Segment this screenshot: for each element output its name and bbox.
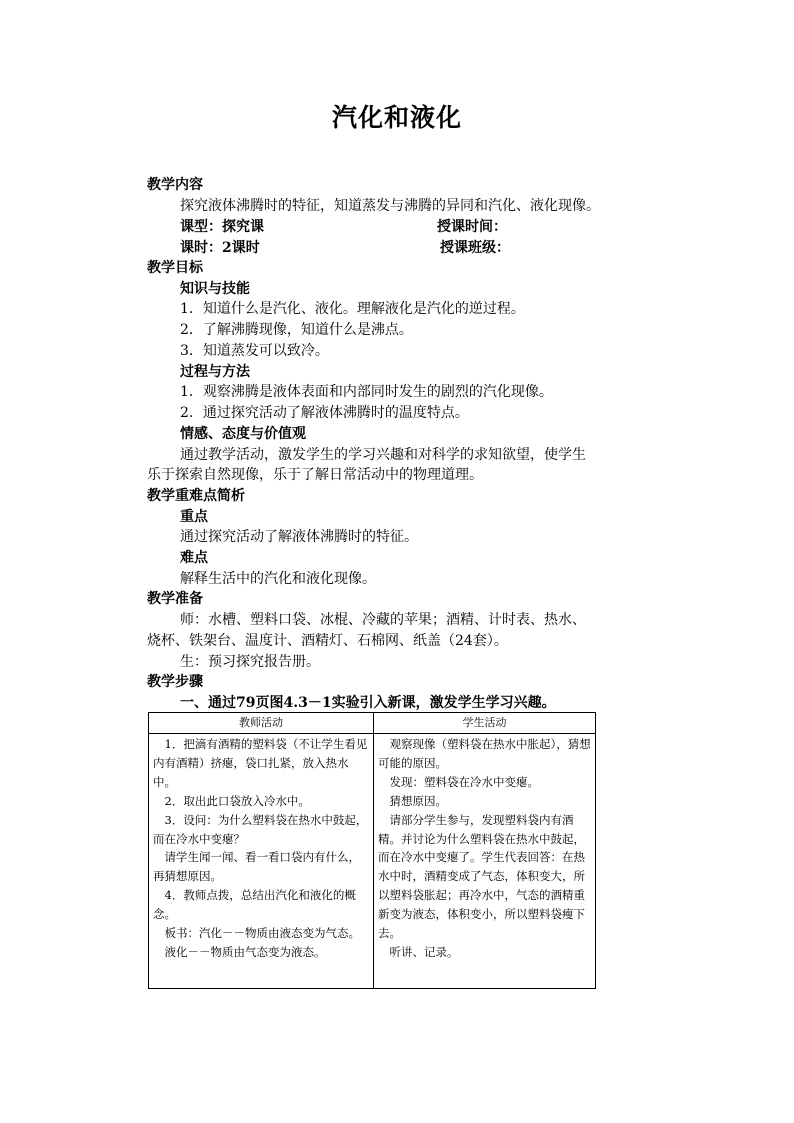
teacher-activity-cell: [153, 735, 369, 962]
lesson-class: 授课班级：: [440, 240, 510, 256]
heading-steps: 教学步骤: [147, 674, 203, 690]
content-text: 探究液体沸腾时的特征，知道蒸发与沸腾的异同和汽化、液化现像。: [180, 198, 600, 214]
knowledge-heading: 知识与技能: [180, 281, 250, 297]
teacher-activity: 板书：汽化－－物质由液态变为气态。: [164, 926, 360, 941]
step-1: 一、通过79页图4.3－1实验引入新课，激发学生学习兴趣。: [180, 695, 556, 711]
teacher-activity: 3．设问：为什么塑料袋在热水中鼓起，而在冷水中变瘪？: [153, 812, 368, 846]
teacher-prep: 师：水槽、塑料口袋、冰棍、冷藏的苹果；酒精、计时表、热水、: [180, 612, 586, 628]
student-activity: 发现：塑料袋在冷水中变瘪。: [389, 774, 539, 789]
lesson-hours: 课时：2课时: [180, 240, 260, 256]
heading-goals: 教学目标: [147, 260, 203, 276]
header-teacher: 教师活动: [239, 716, 283, 729]
header-student: 学生活动: [462, 716, 507, 729]
page-title: 汽化和液化: [331, 103, 462, 132]
process-heading: 过程与方法: [180, 364, 250, 380]
student-activity: 请部分学生参与，发现塑料袋内有酒精。并讨论为什么塑料袋在热水中鼓起，而在冷水中变瘪了。学生代表回答：在热水中时，酒精变成了气态，体积变大，所以塑料袋胀起；再冷水中，气态的酒精重新变为液态，体积变小，所以塑料袋瘦下去。: [378, 812, 585, 941]
knowledge-item: 2．了解沸腾现像，知道什么是沸点。: [180, 322, 413, 338]
key-heading: 重点: [180, 509, 208, 525]
attitude-text: 乐于探索自然现像，乐于了解日常活动中的物理道理。: [147, 467, 483, 483]
heading-prep: 教学准备: [147, 591, 203, 607]
student-activity: 听讲、记录。: [389, 944, 459, 959]
student-activity: 猜想原因。: [389, 793, 447, 808]
knowledge-item: 3．知道蒸发可以致冷。: [180, 343, 329, 359]
column-divider: [373, 713, 374, 988]
difficult-heading: 难点: [180, 550, 208, 566]
lesson-type: 课型：探究课: [180, 219, 264, 235]
student-activity: 观察现像（塑料袋在热水中胀起），猜想可能的原因。: [378, 737, 591, 770]
teacher-activity: 2．取出此口袋放入冷水中。: [164, 793, 310, 808]
lesson-time: 授课时间：: [437, 219, 507, 235]
attitude-heading: 情感、态度与价值观: [180, 426, 306, 442]
teacher-activity: 请学生闻一闻、看一看口袋内有什么，再猜想原因。: [153, 850, 360, 884]
student-activity-cell: [378, 735, 592, 962]
attitude-text: 通过教学活动，激发学生的学习兴趣和对科学的求知欲望，使学生: [180, 447, 586, 463]
teacher-prep: 烧杯、铁架台、温度计、酒精灯、石棉网、纸盖（24套）。: [147, 633, 508, 649]
table-header: [149, 713, 595, 734]
teacher-activity: 1．把滴有酒精的塑料袋（不让学生看见内有酒精）挤瘪，袋口扎紧，放入热水中。: [153, 737, 368, 789]
teacher-activity: 4．教师点拨，总结出汽化和液化的概念。: [153, 888, 356, 922]
activity-table: [148, 712, 596, 989]
heading-keypoints: 教学重难点简析: [147, 488, 245, 504]
student-prep: 生：预习探究报告册。: [180, 654, 320, 670]
teacher-activity: 液化－－物质由气态变为液态。: [164, 944, 326, 959]
process-item: 2．通过探究活动了解液体沸腾时的温度特点。: [180, 405, 469, 421]
knowledge-item: 1．知道什么是汽化、液化。理解液化是汽化的逆过程。: [180, 301, 525, 317]
key-text: 通过探究活动了解液体沸腾时的特征。: [180, 529, 418, 545]
heading-content: 教学内容: [147, 177, 203, 193]
process-item: 1．观察沸腾是液体表面和内部同时发生的剧烈的汽化现像。: [180, 384, 553, 400]
difficult-text: 解释生活中的汽化和液化现像。: [180, 571, 376, 587]
